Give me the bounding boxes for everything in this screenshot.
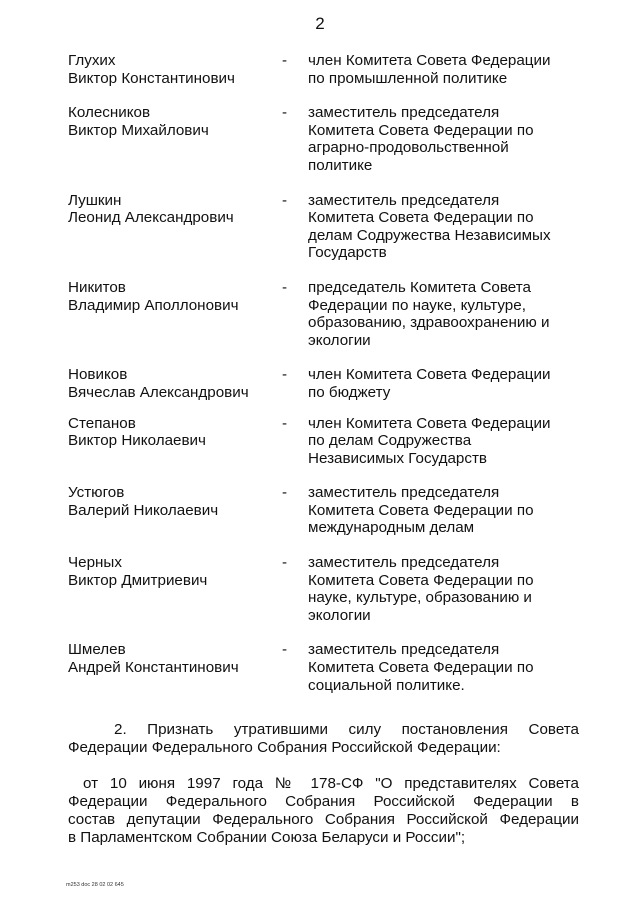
member-position [308, 104, 578, 174]
position-line: Комитета Совета Федерации по [308, 209, 534, 227]
member-name [68, 104, 282, 139]
member-row [68, 52, 578, 87]
member-surname: Устюгов [68, 484, 125, 502]
member-given-names: Виктор Дмитриевич [68, 571, 208, 589]
member-row [68, 641, 578, 694]
position-line: Независимых Государств [308, 449, 488, 467]
position-line: Комитета Совета Федерации по [308, 659, 534, 677]
member-dash: - [282, 191, 288, 209]
member-surname: Новиков [68, 366, 128, 384]
member-surname: Лушкин [68, 191, 122, 209]
position-line: по бюджету [308, 383, 391, 401]
member-dash: - [282, 484, 288, 502]
member-position [308, 554, 578, 624]
member-surname: Черных [68, 554, 122, 572]
member-dash: - [282, 52, 288, 69]
position-line: член Комитета Совета Федерации [308, 52, 551, 69]
position-line: международным делам [308, 519, 475, 537]
member-position [308, 415, 578, 468]
member-row [68, 192, 578, 262]
member-given-names: Владимир Аполлонович [68, 296, 239, 314]
position-line: по делам Содружества [308, 432, 472, 450]
position-line: заместитель председателя [308, 484, 500, 502]
paragraph-line: 2. Признать утратившими силу постановления Совета [114, 721, 579, 738]
member-dash: - [282, 641, 288, 659]
member-given-names: Виктор Константинович [68, 69, 235, 87]
position-line: образованию, здравоохранению и [308, 314, 550, 332]
position-line: заместитель председателя [308, 641, 500, 659]
member-row [68, 554, 578, 624]
position-line: делам Содружества Независимых [308, 226, 551, 244]
paragraph-item-2 [68, 721, 579, 757]
member-surname: Степанов [68, 414, 136, 432]
position-line: председатель Комитета Совета [308, 278, 531, 296]
member-name [68, 192, 282, 227]
member-given-names: Леонид Александрович [68, 209, 234, 227]
member-position [308, 279, 578, 349]
member-dash: - [282, 554, 288, 572]
position-line: Федерации по науке, культуре, [308, 296, 526, 314]
member-name [68, 279, 282, 314]
member-dash: - [282, 278, 288, 296]
position-line: член Комитета Совета Федерации [308, 414, 551, 432]
position-line: политике [308, 156, 373, 174]
member-surname: Колесников [68, 104, 151, 122]
position-line: Комитета Совета Федерации по [308, 121, 534, 139]
paragraph-line: состав депутации Федерального Собрания Российской Федерации [68, 811, 579, 828]
member-position [308, 192, 578, 262]
position-line: член Комитета Совета Федерации [308, 366, 551, 384]
position-line: заместитель председателя [308, 104, 500, 122]
member-position [308, 484, 578, 537]
members-list [68, 52, 578, 694]
paragraph-resolution-reference [68, 775, 579, 847]
paragraph-line: в Парламентском Собрании Союза Беларуси и России"; [68, 829, 466, 846]
member-name [68, 415, 282, 450]
member-given-names: Валерий Николаевич [68, 501, 219, 519]
member-name [68, 366, 282, 401]
position-line: науке, культуре, образованию и [308, 589, 532, 607]
position-line: аграрно-продовольственной [308, 139, 509, 157]
page-number: 2 [315, 14, 325, 33]
member-given-names: Андрей Константинович [68, 659, 239, 677]
member-dash: - [282, 366, 288, 384]
member-dash: - [282, 414, 288, 432]
position-line: социальной политике. [308, 676, 465, 694]
member-name [68, 52, 282, 87]
member-position [308, 641, 578, 694]
position-line: заместитель председателя [308, 191, 500, 209]
member-position [308, 52, 578, 87]
paragraph-line: от 10 июня 1997 года № 178-СФ "О представителях Совета [83, 775, 579, 792]
position-line: экологии [308, 331, 371, 349]
member-row [68, 415, 578, 468]
member-row [68, 279, 578, 349]
member-surname: Никитов [68, 278, 126, 296]
member-dash: - [282, 104, 288, 122]
position-line: Государств [308, 244, 387, 262]
document-footer-code: m253 doc 28 02 02 645 [66, 882, 124, 888]
member-given-names: Виктор Николаевич [68, 432, 206, 450]
member-given-names: Виктор Михайлович [68, 121, 209, 139]
member-row [68, 484, 578, 537]
member-row [68, 104, 578, 174]
position-line: по промышленной политике [308, 69, 508, 87]
paragraph-line: Федерации Федерального Собрания Российской Федерации в [68, 793, 579, 810]
member-given-names: Вячеслав Александрович [68, 383, 249, 401]
member-name [68, 484, 282, 519]
member-row [68, 366, 578, 401]
member-name [68, 554, 282, 589]
position-line: заместитель председателя [308, 554, 500, 572]
member-surname: Глухих [68, 52, 116, 69]
paragraph-line: Федерации Федерального Собрания Российской Федерации: [68, 739, 501, 756]
member-position [308, 366, 578, 401]
position-line: Комитета Совета Федерации по [308, 571, 534, 589]
member-name [68, 641, 282, 676]
position-line: экологии [308, 606, 371, 624]
position-line: Комитета Совета Федерации по [308, 501, 534, 519]
member-surname: Шмелев [68, 641, 126, 659]
